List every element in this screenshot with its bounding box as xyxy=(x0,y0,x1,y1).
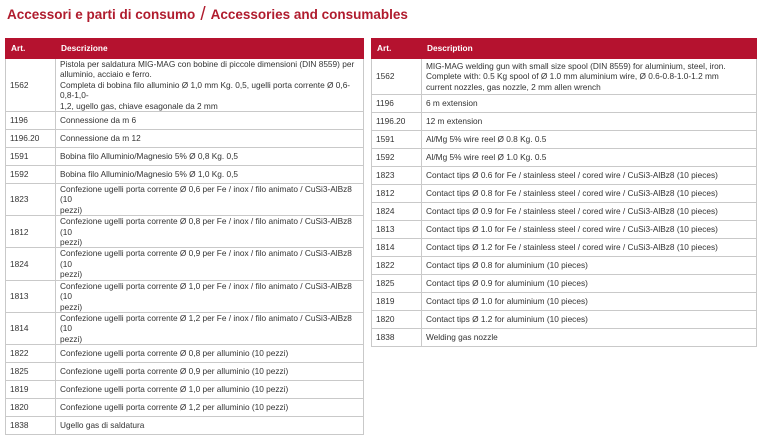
description-line: Confezione ugelli porta corrente Ø 0,9 per alluminio (10 pezzi) xyxy=(60,366,289,377)
description-line: 6 m extension xyxy=(426,98,478,109)
description-line: Contact tips Ø 0.8 for Fe / stainless steel / cored wire / CuSi3-AlBz8 (10 pieces) xyxy=(426,188,718,199)
page-heading xyxy=(7,3,408,25)
article-number: 1824 xyxy=(372,203,422,221)
column-header-description: Description xyxy=(422,39,757,59)
article-number: 1819 xyxy=(6,381,56,399)
table-row xyxy=(372,311,757,329)
description-line: pezzi) xyxy=(60,204,83,215)
description-cell xyxy=(56,280,364,312)
article-number: 1814 xyxy=(6,312,56,344)
description-cell xyxy=(422,221,757,239)
table-row xyxy=(6,59,364,112)
description-cell xyxy=(56,417,364,435)
description-line: Confezione ugelli porta corrente Ø 1,2 per Fe / inox / filo animato / CuSi3-AlBz8 (10 xyxy=(60,312,352,334)
table-row xyxy=(372,59,757,95)
italian-products-table xyxy=(5,38,364,435)
table-row xyxy=(6,184,364,216)
description-line: Contact tips Ø 0.6 for Fe / stainless steel / cored wire / CuSi3-AlBz8 (10 pieces) xyxy=(426,170,718,181)
description-cell xyxy=(422,113,757,131)
description-cell xyxy=(422,203,757,221)
description-line: 12 m extension xyxy=(426,116,483,127)
table-header-row xyxy=(6,39,364,59)
table-row xyxy=(6,280,364,312)
description-cell xyxy=(56,363,364,381)
article-number: 1196.20 xyxy=(372,113,422,131)
article-number: 1812 xyxy=(372,185,422,203)
article-number: 1838 xyxy=(372,329,422,347)
table-row xyxy=(6,417,364,435)
description-line: Confezione ugelli porta corrente Ø 0,8 per alluminio (10 pezzi) xyxy=(60,348,289,359)
description-line: Ugello gas di saldatura xyxy=(60,420,145,431)
description-line: Bobina filo Alluminio/Magnesio 5% Ø 0,8 Kg. 0,5 xyxy=(60,151,239,162)
column-header-description: Descrizione xyxy=(56,39,364,59)
description-line: current nozzles, gas nozzle, 2 mm allen wrench xyxy=(426,81,601,92)
article-number: 1196 xyxy=(372,95,422,113)
article-number: 1820 xyxy=(6,399,56,417)
article-number: 1196 xyxy=(6,112,56,130)
description-cell xyxy=(422,149,757,167)
table-row xyxy=(372,203,757,221)
table-row xyxy=(372,293,757,311)
description-line: Completa di bobina filo alluminio Ø 1,0 mm Kg. 0,5, ugelli porta corrente Ø 0,6-0,8-1,0- xyxy=(60,79,351,101)
table-row xyxy=(372,221,757,239)
description-line: Connessione da m 12 xyxy=(60,133,141,144)
description-line: Confezione ugelli porta corrente Ø 0,6 per Fe / inox / filo animato / CuSi3-AlBz8 (10 xyxy=(60,184,352,205)
heading-italian: Accessori e parti di consumo xyxy=(7,7,196,22)
article-number: 1822 xyxy=(372,257,422,275)
description-cell xyxy=(56,59,364,112)
description-cell xyxy=(422,131,757,149)
heading-separator: / xyxy=(200,4,206,25)
article-number: 1819 xyxy=(372,293,422,311)
description-line: Confezione ugelli porta corrente Ø 1,2 per alluminio (10 pezzi) xyxy=(60,402,289,413)
description-line: Complete with: 0.5 Kg spool of Ø 1.0 mm aluminium wire, Ø 0.6-0.8-1.0-1.2 mm xyxy=(426,71,719,82)
article-number: 1814 xyxy=(372,239,422,257)
description-cell xyxy=(422,239,757,257)
table-row xyxy=(6,312,364,344)
description-cell xyxy=(422,95,757,113)
table-row xyxy=(6,248,364,280)
description-line: Contact tips Ø 1.2 for Fe / stainless steel / cored wire / CuSi3-AlBz8 (10 pieces) xyxy=(426,242,718,253)
description-cell xyxy=(56,399,364,417)
description-line: Contact tips Ø 1.2 for aluminium (10 pieces) xyxy=(426,314,588,325)
table-row xyxy=(372,113,757,131)
description-line: Contact tips Ø 0.8 for aluminium (10 pieces) xyxy=(426,260,588,271)
table-body xyxy=(372,59,757,347)
description-cell xyxy=(422,293,757,311)
description-cell xyxy=(56,216,364,248)
description-line: MIG-MAG welding gun with small size spool (DIN 8559) for aluminium, steel, iron. xyxy=(426,60,726,71)
article-number: 1813 xyxy=(6,280,56,312)
description-cell xyxy=(56,184,364,216)
description-line: alluminio, acciaio e ferro. xyxy=(60,69,152,80)
description-line: Contact tips Ø 1.0 for Fe / stainless steel / cored wire / CuSi3-AlBz8 (10 pieces) xyxy=(426,224,718,235)
table-row xyxy=(372,239,757,257)
description-cell xyxy=(422,167,757,185)
article-number: 1825 xyxy=(372,275,422,293)
article-number: 1824 xyxy=(6,248,56,280)
column-header-art: Art. xyxy=(6,39,56,59)
table-row xyxy=(372,131,757,149)
table-body xyxy=(6,59,364,435)
description-cell xyxy=(422,59,757,95)
description-line: Bobina filo Alluminio/Magnesio 5% Ø 1,0 Kg. 0,5 xyxy=(60,169,239,180)
description-line: Connessione da m 6 xyxy=(60,115,137,126)
english-products-table xyxy=(371,38,757,347)
description-line: Confezione ugelli porta corrente Ø 0,8 per Fe / inox / filo animato / CuSi3-AlBz8 (10 xyxy=(60,216,352,237)
table-row xyxy=(372,185,757,203)
table-row xyxy=(372,257,757,275)
table-header-row xyxy=(372,39,757,59)
table-row xyxy=(372,329,757,347)
article-number: 1591 xyxy=(372,131,422,149)
description-line: Confezione ugelli porta corrente Ø 1,0 per alluminio (10 pezzi) xyxy=(60,384,289,395)
description-line: Confezione ugelli porta corrente Ø 0,9 per Fe / inox / filo animato / CuSi3-AlBz8 (10 xyxy=(60,248,352,269)
description-line: Contact tips Ø 1.0 for aluminium (10 pieces) xyxy=(426,296,588,307)
article-number: 1196.20 xyxy=(6,130,56,148)
table-row xyxy=(372,149,757,167)
description-line: 1,2, ugello gas, chiave esagonale da 2 mm xyxy=(60,100,218,111)
description-cell xyxy=(422,185,757,203)
article-number: 1592 xyxy=(6,166,56,184)
table-row xyxy=(6,130,364,148)
table-row xyxy=(6,363,364,381)
article-number: 1822 xyxy=(6,345,56,363)
article-number: 1592 xyxy=(372,149,422,167)
description-cell xyxy=(56,312,364,344)
description-line: Al/Mg 5% wire reel Ø 1.0 Kg. 0.5 xyxy=(426,152,547,163)
article-number: 1812 xyxy=(6,216,56,248)
article-number: 1820 xyxy=(372,311,422,329)
description-cell xyxy=(56,112,364,130)
description-line: Pistola per saldatura MIG-MAG con bobine di piccole dimensioni (DIN 8559) per xyxy=(60,59,355,69)
article-number: 1825 xyxy=(6,363,56,381)
description-line: pezzi) xyxy=(60,333,83,344)
heading-english: Accessories and consumables xyxy=(210,7,408,22)
article-number: 1823 xyxy=(6,184,56,216)
description-line: Al/Mg 5% wire reel Ø 0.8 Kg. 0.5 xyxy=(426,134,547,145)
description-line: pezzi) xyxy=(60,269,83,280)
table-row xyxy=(6,148,364,166)
article-number: 1562 xyxy=(6,59,56,112)
table-row xyxy=(6,381,364,399)
table-row xyxy=(6,112,364,130)
description-cell xyxy=(422,329,757,347)
description-line: Welding gas nozzle xyxy=(426,332,498,343)
table-row xyxy=(372,275,757,293)
description-cell xyxy=(56,130,364,148)
table-row xyxy=(6,216,364,248)
column-header-art: Art. xyxy=(372,39,422,59)
description-line: Confezione ugelli porta corrente Ø 1,0 per Fe / inox / filo animato / CuSi3-AlBz8 (10 xyxy=(60,280,352,302)
description-cell xyxy=(56,148,364,166)
description-line: Contact tips Ø 0.9 for aluminium (10 pieces) xyxy=(426,278,588,289)
description-line: pezzi) xyxy=(60,237,83,248)
table-row xyxy=(6,166,364,184)
description-line: Contact tips Ø 0.9 for Fe / stainless steel / cored wire / CuSi3-AlBz8 (10 pieces) xyxy=(426,206,718,217)
article-number: 1838 xyxy=(6,417,56,435)
article-number: 1823 xyxy=(372,167,422,185)
article-number: 1562 xyxy=(372,59,422,95)
table-row xyxy=(372,95,757,113)
table-row xyxy=(6,399,364,417)
description-line: pezzi) xyxy=(60,301,83,312)
description-cell xyxy=(56,345,364,363)
table-row xyxy=(6,345,364,363)
article-number: 1591 xyxy=(6,148,56,166)
article-number: 1813 xyxy=(372,221,422,239)
description-cell xyxy=(422,275,757,293)
description-cell xyxy=(56,381,364,399)
description-cell xyxy=(56,166,364,184)
description-cell xyxy=(422,311,757,329)
table-row xyxy=(372,167,757,185)
description-cell xyxy=(422,257,757,275)
description-cell xyxy=(56,248,364,280)
